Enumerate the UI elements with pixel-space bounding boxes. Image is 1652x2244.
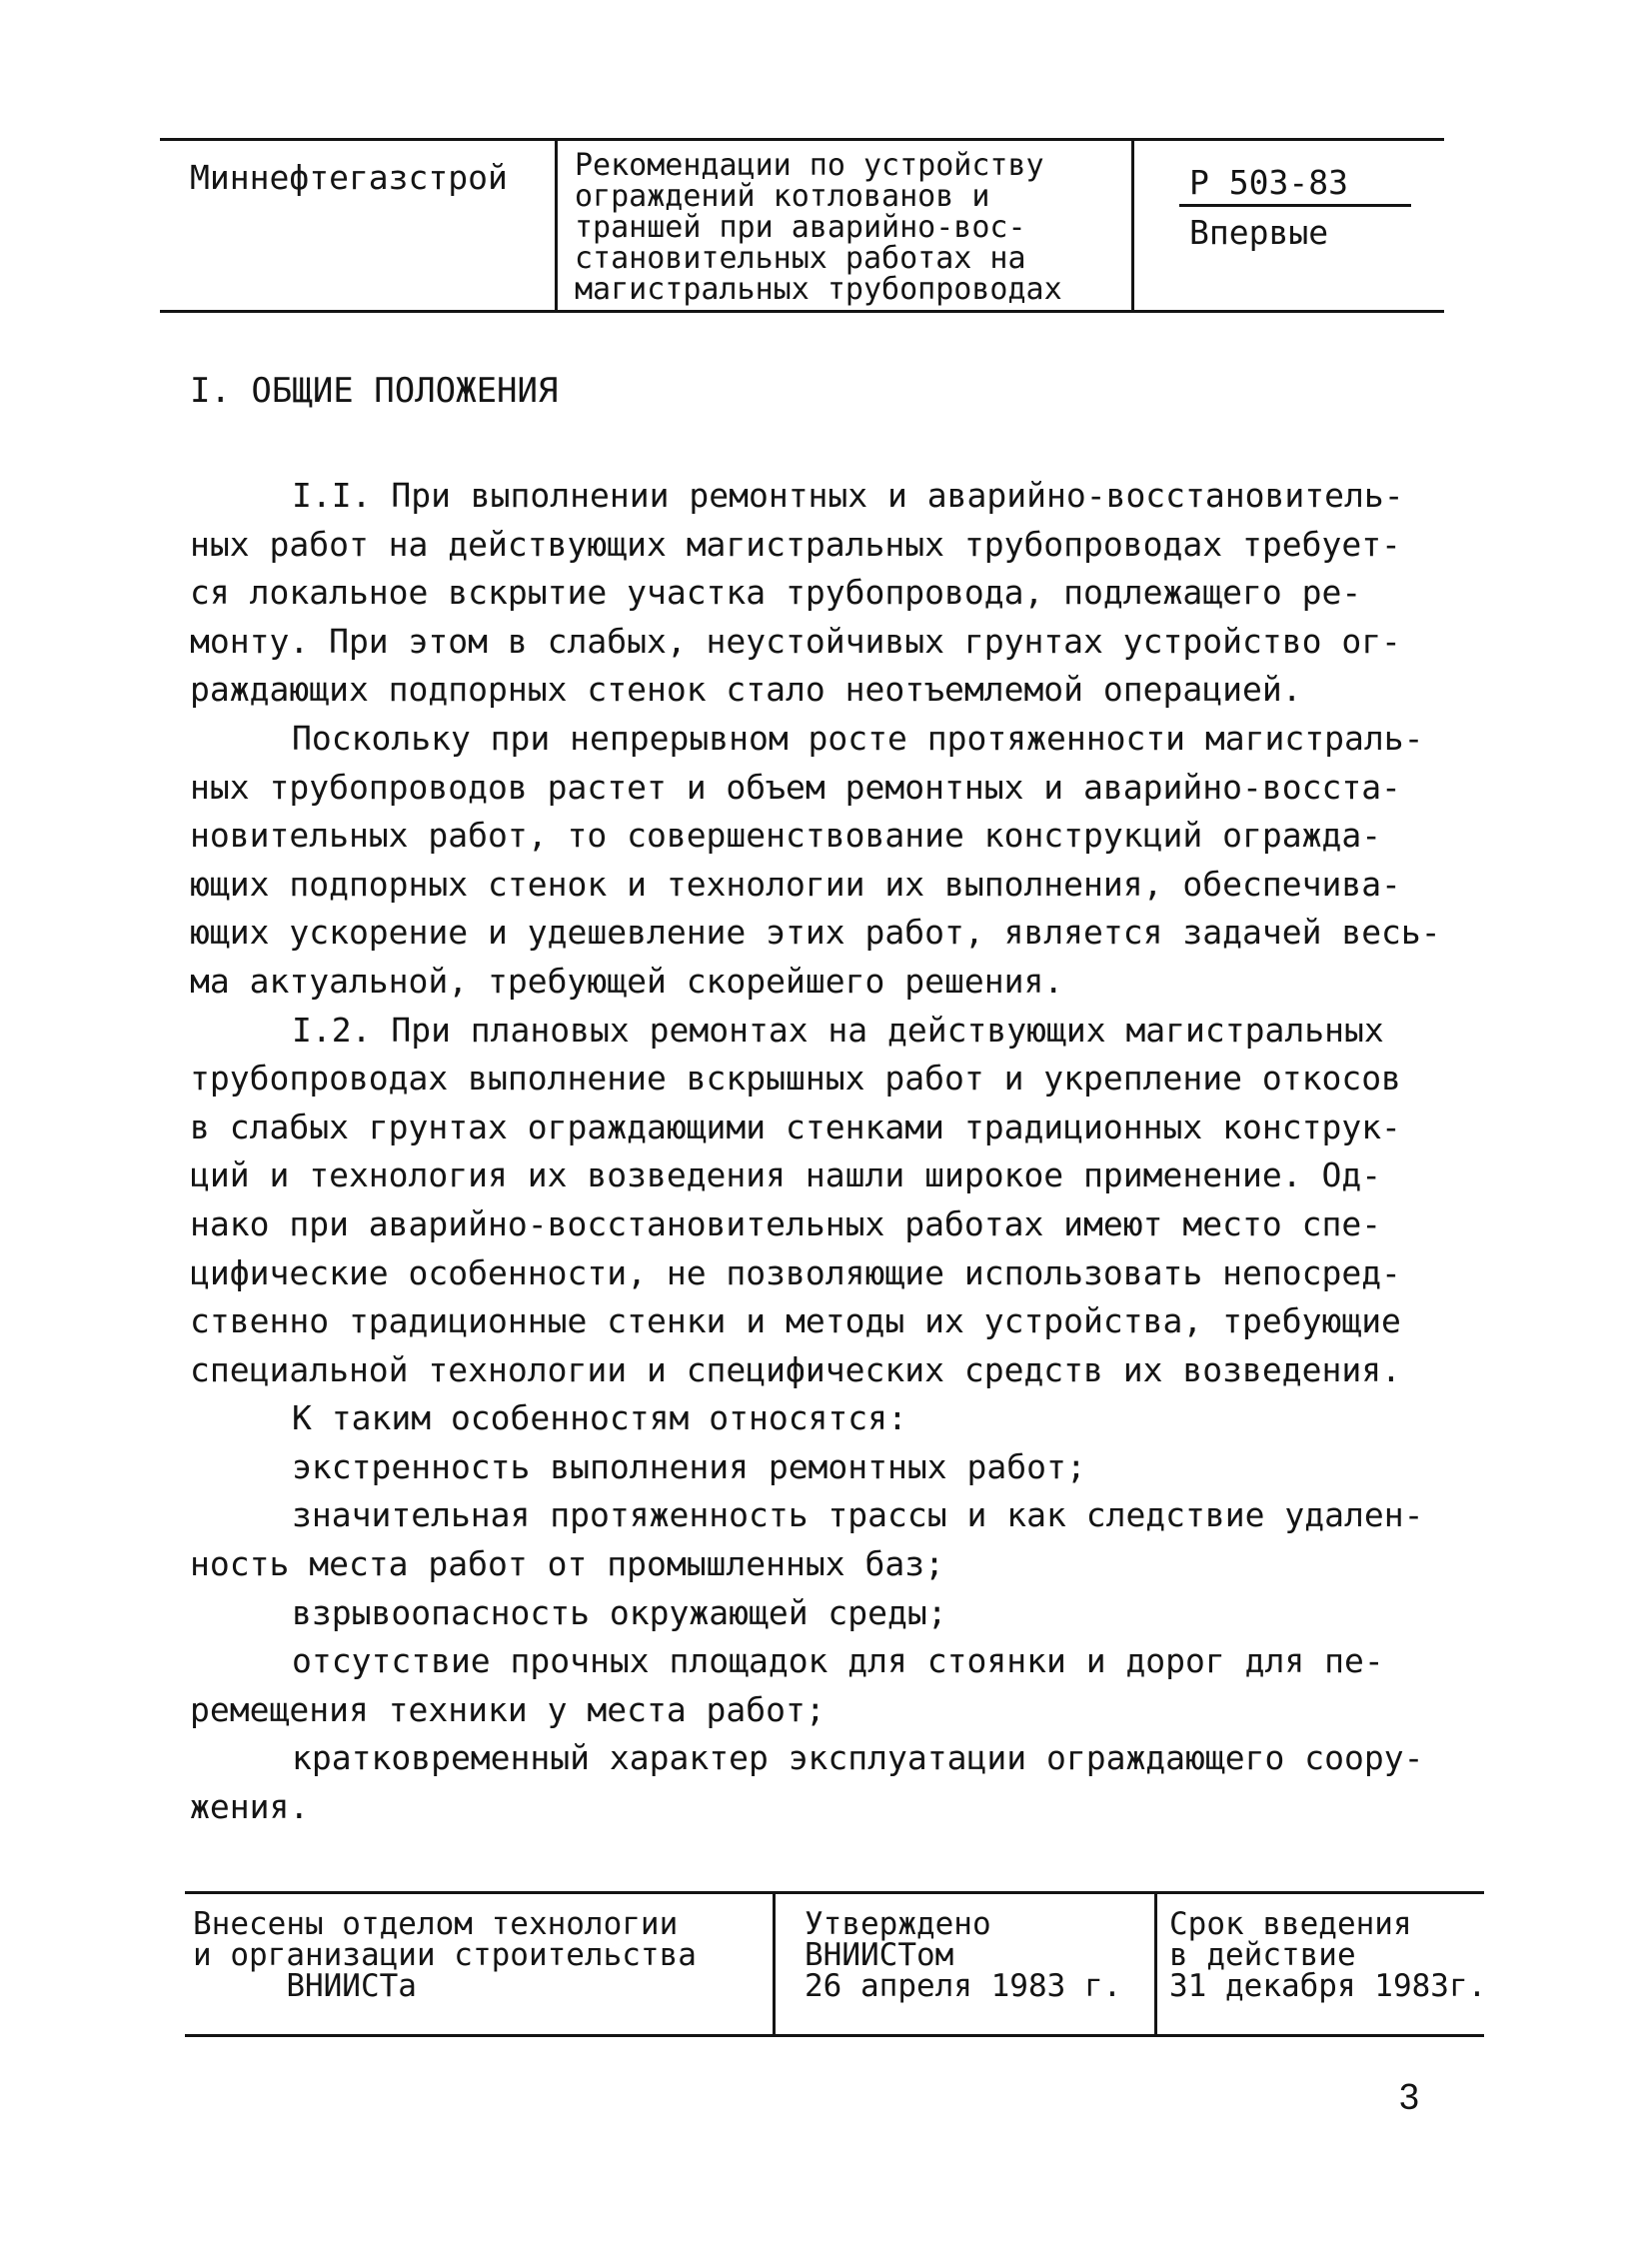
list-item: кратковременный характер эксплуатации ограждающего соору- — [292, 1738, 1424, 1778]
paragraph-line: К таким особенностям относятся: — [292, 1398, 907, 1438]
document-title-line: ограждений котлованов и — [575, 179, 990, 214]
header-top-rule — [160, 138, 1444, 141]
approved-date: 26 апреля 1983 г. — [805, 1968, 1122, 2004]
edition-label: Впервые — [1189, 213, 1329, 252]
list-item: ность места работ от промышленных баз; — [190, 1544, 944, 1584]
list-item: отсутствие прочных площадок для стоянки и дорог для пе- — [292, 1641, 1384, 1681]
introduced-by-line: и организации строительства — [193, 1937, 697, 1973]
paragraph-line: ных трубопроводов растет и объем ремонтных и аварийно-восста- — [190, 767, 1401, 807]
header-block — [160, 138, 1444, 316]
document-title-line: магистральных трубопроводах — [575, 272, 1062, 307]
effective-date-line: Срок введения — [1169, 1906, 1412, 1942]
document-title-line: становительных работах на — [575, 241, 1026, 276]
paragraph-line: нако при аварийно-восстановительных работах имеют место спе- — [190, 1203, 1382, 1243]
document-code-underline — [1179, 204, 1411, 207]
list-item: взрывоопасность окружающей среды; — [292, 1592, 947, 1632]
paragraph-line: в слабых грунтах ограждающими стенками традиционных конструк- — [190, 1107, 1401, 1146]
introduced-by-line: Внесены отделом технологии — [193, 1906, 679, 1942]
paragraph-line: ций и технология их возведения нашли широкое применение. Од- — [190, 1155, 1382, 1195]
document-code: Р 503-83 — [1189, 163, 1348, 202]
list-item: значительная протяженность трассы и как следствие удален- — [292, 1495, 1424, 1535]
paragraph-line: монту. При этом в слабых, неустойчивых грунтах устройство ог- — [190, 621, 1401, 661]
footer-top-rule — [185, 1891, 1484, 1894]
paragraph-line: ных работ на действующих магистральных трубопроводах требует- — [190, 524, 1401, 564]
paragraph-line: I.2. При плановых ремонтах на действующих магистральных — [292, 1010, 1384, 1050]
document-title-line: траншей при аварийно-вос- — [575, 210, 1026, 245]
footer-block — [185, 1891, 1487, 2041]
organization-name: Миннефтегазстрой — [190, 158, 508, 197]
paragraph-line: ся локальное вскрытие участка трубопровода, подлежащего ре- — [190, 573, 1362, 613]
introduced-by — [193, 1906, 743, 2004]
paragraph-line: ющих подпорных стенок и технологии их выполнения, обеспечива- — [190, 864, 1401, 904]
paragraph-line: новительных работ, то совершенствование конструкций огражда- — [190, 816, 1382, 856]
approved-by-line: ВНИИСТом — [805, 1937, 954, 1973]
paragraph-line: специальной технологии и специфических средств их возведения. — [190, 1349, 1401, 1389]
paragraph-line: I.I. При выполнении ремонтных и аварийно-восстановитель- — [292, 476, 1404, 515]
body-text — [190, 472, 1469, 1832]
paragraph-line: ющих ускорение и удешевление этих работ, является задачей весь- — [190, 913, 1441, 953]
paragraph-line: ма актуальной, требующей скорейшего решения. — [190, 961, 1064, 1001]
document-title-line: Рекомендации по устройству — [575, 148, 1044, 183]
section-heading: I. ОБЩИЕ ПОЛОЖЕНИЯ — [190, 371, 559, 411]
page-number: 3 — [1399, 2076, 1420, 2117]
header-divider — [555, 138, 558, 313]
footer-bottom-rule — [185, 2034, 1484, 2037]
list-item: экстренность выполнения ремонтных работ; — [292, 1446, 1086, 1486]
paragraph-line: цифические особенности, не позволяющие использовать непосред- — [190, 1252, 1401, 1292]
paragraph-line: ственно традиционные стенки и методы их устройства, требующие — [190, 1301, 1401, 1341]
introduced-by-line: ВНИИСТа — [193, 1968, 417, 2004]
paragraph-line: трубопроводах выполнение вскрышных работ и укрепление откосов — [190, 1059, 1401, 1099]
effective-date — [1169, 1906, 1489, 2004]
paragraph-line: раждающих подпорных стенок стало неотъемлемой операцией. — [190, 670, 1302, 710]
document-title — [575, 150, 1294, 305]
list-item: жения. — [190, 1787, 310, 1827]
paragraph-line: Поскольку при непрерывном росте протяженности магистраль- — [292, 718, 1424, 758]
header-bottom-rule — [160, 310, 1444, 313]
footer-divider — [773, 1891, 776, 2037]
effective-date-value: 31 декабря 1983г. — [1169, 1968, 1487, 2004]
approved-by — [805, 1906, 1194, 2004]
effective-date-line: в действие — [1169, 1937, 1356, 1973]
list-item: ремещения техники у места работ; — [190, 1689, 826, 1729]
approved-by-line: Утверждено — [805, 1906, 991, 1942]
